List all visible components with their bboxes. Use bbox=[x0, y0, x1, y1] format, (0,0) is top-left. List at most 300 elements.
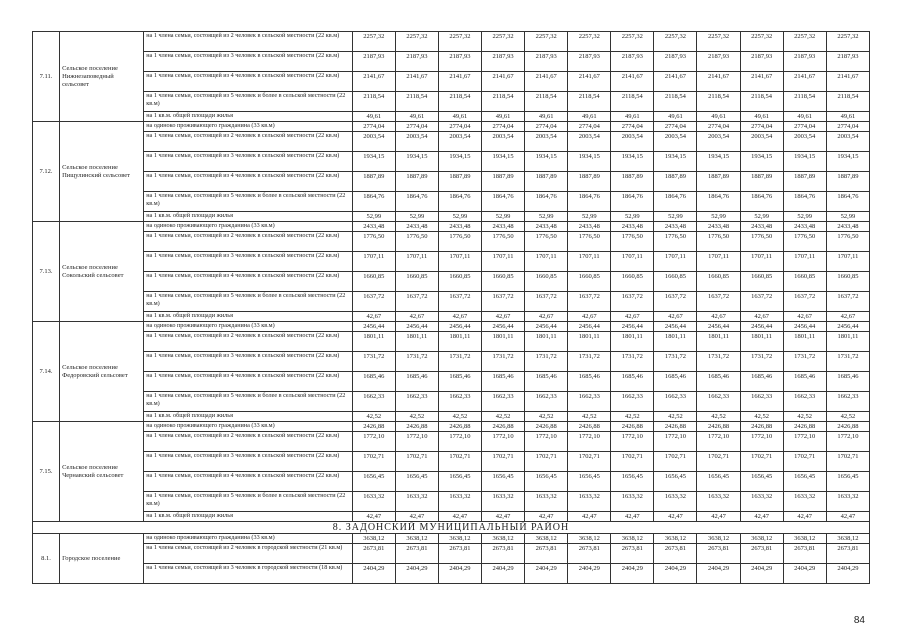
value-cell: 1656,45 bbox=[783, 472, 826, 492]
value-cell: 2257,32 bbox=[697, 32, 740, 52]
section-title: 8. ЗАДОНСКИЙ МУНИЦИПАЛЬНЫЙ РАЙОН bbox=[33, 522, 870, 534]
category-cell: на 1 члена семьи, состоящей из 2 человек в сельской местности (22 кв.м) bbox=[144, 332, 352, 352]
table-row bbox=[33, 512, 870, 522]
value-cell: 2257,32 bbox=[482, 32, 525, 52]
value-cell: 2003,54 bbox=[395, 132, 438, 152]
value-cell: 1864,76 bbox=[826, 192, 869, 212]
value-cell: 2426,88 bbox=[783, 422, 826, 432]
value-cell: 1685,46 bbox=[740, 372, 783, 392]
value-cell: 1864,76 bbox=[525, 192, 568, 212]
value-cell: 1685,46 bbox=[568, 372, 611, 392]
value-cell: 2426,88 bbox=[568, 422, 611, 432]
table-row bbox=[33, 452, 870, 472]
value-cell: 2426,88 bbox=[697, 422, 740, 432]
value-cell: 1662,33 bbox=[568, 392, 611, 412]
value-cell: 2456,44 bbox=[352, 322, 395, 332]
value-cell: 1637,72 bbox=[352, 292, 395, 312]
value-cell: 1685,46 bbox=[525, 372, 568, 392]
value-cell: 2404,29 bbox=[826, 564, 869, 584]
value-cell: 1772,10 bbox=[438, 432, 481, 452]
value-cell: 2774,04 bbox=[352, 122, 395, 132]
table-body bbox=[33, 32, 870, 584]
value-cell: 1801,11 bbox=[826, 332, 869, 352]
value-cell: 2141,67 bbox=[654, 72, 697, 92]
category-cell: на 1 члена семьи, состоящей из 3 человек в сельской местности (22 кв.м) bbox=[144, 252, 352, 272]
value-cell: 1801,11 bbox=[783, 332, 826, 352]
value-cell: 1707,11 bbox=[395, 252, 438, 272]
category-cell: на 1 члена семьи, состоящей из 3 человек в сельской местности (22 кв.м) bbox=[144, 52, 352, 72]
value-cell: 2404,29 bbox=[783, 564, 826, 584]
value-cell: 2673,81 bbox=[826, 544, 869, 564]
value-cell: 1887,89 bbox=[438, 172, 481, 192]
value-cell: 49,61 bbox=[611, 112, 654, 122]
table-row bbox=[33, 122, 870, 132]
value-cell: 1934,15 bbox=[352, 152, 395, 172]
value-cell: 2426,88 bbox=[654, 422, 697, 432]
value-cell: 52,99 bbox=[525, 212, 568, 222]
value-cell: 1731,72 bbox=[482, 352, 525, 372]
category-cell: на 1 члена семьи, состоящей из 2 человек в сельской местности (22 кв.м) bbox=[144, 132, 352, 152]
value-cell: 1864,76 bbox=[697, 192, 740, 212]
value-cell: 1864,76 bbox=[438, 192, 481, 212]
value-cell: 1656,45 bbox=[525, 472, 568, 492]
value-cell: 1934,15 bbox=[438, 152, 481, 172]
value-cell: 1656,45 bbox=[611, 472, 654, 492]
table-row bbox=[33, 472, 870, 492]
table-row bbox=[33, 332, 870, 352]
value-cell: 1656,45 bbox=[395, 472, 438, 492]
category-cell: на 1 кв.м. общей площади жилья bbox=[144, 512, 352, 522]
value-cell: 3638,12 bbox=[611, 534, 654, 544]
value-cell: 2187,93 bbox=[611, 52, 654, 72]
value-cell: 1772,10 bbox=[568, 432, 611, 452]
value-cell: 52,99 bbox=[482, 212, 525, 222]
value-cell: 42,67 bbox=[654, 312, 697, 322]
value-cell: 1731,72 bbox=[395, 352, 438, 372]
table-row bbox=[33, 172, 870, 192]
category-cell: на 1 члена семьи, состоящей из 5 человек и более в сельской местности (22 кв.м) bbox=[144, 92, 352, 112]
value-cell: 3638,12 bbox=[826, 534, 869, 544]
value-cell: 1702,71 bbox=[783, 452, 826, 472]
category-cell: на 1 члена семьи, состоящей из 4 человек в сельской местности (22 кв.м) bbox=[144, 472, 352, 492]
value-cell: 1887,89 bbox=[482, 172, 525, 192]
value-cell: 1864,76 bbox=[611, 192, 654, 212]
table-row bbox=[33, 92, 870, 112]
value-cell: 2433,48 bbox=[482, 222, 525, 232]
value-cell: 42,52 bbox=[525, 412, 568, 422]
table-row bbox=[33, 312, 870, 322]
table-row bbox=[33, 252, 870, 272]
value-cell: 1776,50 bbox=[654, 232, 697, 252]
value-cell: 2456,44 bbox=[826, 322, 869, 332]
value-cell: 1776,50 bbox=[611, 232, 654, 252]
category-cell: на 1 члена семьи, состоящей из 4 человек в сельской местности (22 кв.м) bbox=[144, 372, 352, 392]
category-cell: на 1 члена семьи, состоящей из 3 человек в сельской местности (22 кв.м) bbox=[144, 352, 352, 372]
value-cell: 1662,33 bbox=[438, 392, 481, 412]
value-cell: 2003,54 bbox=[438, 132, 481, 152]
value-cell: 1776,50 bbox=[826, 232, 869, 252]
value-cell: 2187,93 bbox=[352, 52, 395, 72]
value-cell: 1731,72 bbox=[697, 352, 740, 372]
value-cell: 1934,15 bbox=[525, 152, 568, 172]
value-cell: 42,52 bbox=[783, 412, 826, 422]
value-cell: 3638,12 bbox=[783, 534, 826, 544]
value-cell: 2433,48 bbox=[783, 222, 826, 232]
value-cell: 2187,93 bbox=[395, 52, 438, 72]
value-cell: 2456,44 bbox=[740, 322, 783, 332]
value-cell: 2433,48 bbox=[740, 222, 783, 232]
value-cell: 2118,54 bbox=[438, 92, 481, 112]
value-cell: 2404,29 bbox=[697, 564, 740, 584]
value-cell: 52,99 bbox=[395, 212, 438, 222]
value-cell: 1887,89 bbox=[654, 172, 697, 192]
value-cell: 49,61 bbox=[654, 112, 697, 122]
value-cell: 2118,54 bbox=[783, 92, 826, 112]
value-cell: 2141,67 bbox=[826, 72, 869, 92]
value-cell: 2141,67 bbox=[568, 72, 611, 92]
value-cell: 1801,11 bbox=[438, 332, 481, 352]
table-row bbox=[33, 212, 870, 222]
value-cell: 1660,85 bbox=[395, 272, 438, 292]
value-cell: 2673,81 bbox=[395, 544, 438, 564]
table-row bbox=[33, 192, 870, 212]
value-cell: 1776,50 bbox=[740, 232, 783, 252]
value-cell: 1702,71 bbox=[352, 452, 395, 472]
value-cell: 2257,32 bbox=[740, 32, 783, 52]
value-cell: 1776,50 bbox=[395, 232, 438, 252]
value-cell: 1637,72 bbox=[654, 292, 697, 312]
value-cell: 2433,48 bbox=[438, 222, 481, 232]
category-cell: на 1 кв.м. общей площади жилья bbox=[144, 312, 352, 322]
value-cell: 1887,89 bbox=[740, 172, 783, 192]
value-cell: 1934,15 bbox=[783, 152, 826, 172]
value-cell: 42,52 bbox=[568, 412, 611, 422]
value-cell: 1685,46 bbox=[352, 372, 395, 392]
value-cell: 42,52 bbox=[697, 412, 740, 422]
value-cell: 1633,32 bbox=[783, 492, 826, 512]
value-cell: 1656,45 bbox=[352, 472, 395, 492]
value-cell: 1656,45 bbox=[740, 472, 783, 492]
value-cell: 1707,11 bbox=[654, 252, 697, 272]
value-cell: 1887,89 bbox=[611, 172, 654, 192]
category-cell: на 1 члена семьи, состоящей из 3 человек в городской местности (18 кв.м) bbox=[144, 564, 352, 584]
value-cell: 1801,11 bbox=[395, 332, 438, 352]
value-cell: 2187,93 bbox=[826, 52, 869, 72]
value-cell: 2426,88 bbox=[438, 422, 481, 432]
value-cell: 2118,54 bbox=[352, 92, 395, 112]
value-cell: 1637,72 bbox=[438, 292, 481, 312]
value-cell: 1685,46 bbox=[654, 372, 697, 392]
value-cell: 1685,46 bbox=[482, 372, 525, 392]
value-cell: 1633,32 bbox=[654, 492, 697, 512]
value-cell: 2456,44 bbox=[482, 322, 525, 332]
table-row bbox=[33, 272, 870, 292]
value-cell: 1801,11 bbox=[352, 332, 395, 352]
value-cell: 1801,11 bbox=[482, 332, 525, 352]
table-row bbox=[33, 322, 870, 332]
value-cell: 1772,10 bbox=[482, 432, 525, 452]
value-cell: 1887,89 bbox=[525, 172, 568, 192]
category-cell: на 1 кв.м. общей площади жилья bbox=[144, 212, 352, 222]
value-cell: 3638,12 bbox=[568, 534, 611, 544]
value-cell: 1702,71 bbox=[525, 452, 568, 472]
value-cell: 42,47 bbox=[438, 512, 481, 522]
value-cell: 1731,72 bbox=[611, 352, 654, 372]
section-header-row bbox=[33, 522, 870, 534]
value-cell: 1702,71 bbox=[697, 452, 740, 472]
value-cell: 2774,04 bbox=[568, 122, 611, 132]
category-cell: на 1 члена семьи, состоящей из 3 человек в сельской местности (22 кв.м) bbox=[144, 152, 352, 172]
value-cell: 2118,54 bbox=[395, 92, 438, 112]
value-cell: 2456,44 bbox=[783, 322, 826, 332]
value-cell: 49,61 bbox=[525, 112, 568, 122]
value-cell: 2257,32 bbox=[395, 32, 438, 52]
value-cell: 1776,50 bbox=[783, 232, 826, 252]
table-row bbox=[33, 52, 870, 72]
category-cell: на одиноко проживающего гражданина (33 кв.м) bbox=[144, 222, 352, 232]
value-cell: 42,67 bbox=[525, 312, 568, 322]
value-cell: 1731,72 bbox=[826, 352, 869, 372]
table-row bbox=[33, 232, 870, 252]
value-cell: 42,47 bbox=[783, 512, 826, 522]
category-cell: на одиноко проживающего гражданина (33 кв.м) bbox=[144, 122, 352, 132]
category-cell: на 1 члена семьи, состоящей из 2 человек в сельской местности (22 кв.м) bbox=[144, 232, 352, 252]
table-row bbox=[33, 112, 870, 122]
table-row bbox=[33, 152, 870, 172]
value-cell: 1772,10 bbox=[525, 432, 568, 452]
value-cell: 2433,48 bbox=[611, 222, 654, 232]
value-cell: 3638,12 bbox=[654, 534, 697, 544]
value-cell: 1702,71 bbox=[395, 452, 438, 472]
value-cell: 1660,85 bbox=[697, 272, 740, 292]
value-cell: 1656,45 bbox=[438, 472, 481, 492]
value-cell: 1660,85 bbox=[783, 272, 826, 292]
value-cell: 2426,88 bbox=[740, 422, 783, 432]
value-cell: 2433,48 bbox=[352, 222, 395, 232]
value-cell: 52,99 bbox=[740, 212, 783, 222]
value-cell: 52,99 bbox=[826, 212, 869, 222]
row-number: 7.12. bbox=[33, 122, 60, 222]
value-cell: 2404,29 bbox=[482, 564, 525, 584]
value-cell: 1660,85 bbox=[525, 272, 568, 292]
value-cell: 1637,72 bbox=[611, 292, 654, 312]
value-cell: 1660,85 bbox=[482, 272, 525, 292]
value-cell: 1707,11 bbox=[352, 252, 395, 272]
value-cell: 1707,11 bbox=[783, 252, 826, 272]
value-cell: 1633,32 bbox=[352, 492, 395, 512]
value-cell: 3638,12 bbox=[482, 534, 525, 544]
value-cell: 2404,29 bbox=[611, 564, 654, 584]
value-cell: 1637,72 bbox=[568, 292, 611, 312]
value-cell: 1633,32 bbox=[438, 492, 481, 512]
value-cell: 2003,54 bbox=[654, 132, 697, 152]
value-cell: 1801,11 bbox=[740, 332, 783, 352]
value-cell: 42,47 bbox=[740, 512, 783, 522]
value-cell: 2426,88 bbox=[525, 422, 568, 432]
value-cell: 2456,44 bbox=[611, 322, 654, 332]
value-cell: 42,47 bbox=[568, 512, 611, 522]
value-cell: 52,99 bbox=[654, 212, 697, 222]
value-cell: 1887,89 bbox=[826, 172, 869, 192]
value-cell: 1702,71 bbox=[438, 452, 481, 472]
value-cell: 1637,72 bbox=[482, 292, 525, 312]
settlement-name: Сельское поселение Нижнезаповедный сельсовет bbox=[60, 32, 144, 122]
value-cell: 2257,32 bbox=[826, 32, 869, 52]
value-cell: 1685,46 bbox=[438, 372, 481, 392]
value-cell: 1637,72 bbox=[740, 292, 783, 312]
value-cell: 1633,32 bbox=[568, 492, 611, 512]
value-cell: 1887,89 bbox=[783, 172, 826, 192]
table-row bbox=[33, 422, 870, 432]
value-cell: 1662,33 bbox=[611, 392, 654, 412]
value-cell: 2433,48 bbox=[654, 222, 697, 232]
value-cell: 1662,33 bbox=[525, 392, 568, 412]
value-cell: 2187,93 bbox=[525, 52, 568, 72]
value-cell: 42,52 bbox=[611, 412, 654, 422]
value-cell: 1633,32 bbox=[740, 492, 783, 512]
value-cell: 2404,29 bbox=[352, 564, 395, 584]
value-cell: 1864,76 bbox=[783, 192, 826, 212]
value-cell: 1660,85 bbox=[826, 272, 869, 292]
value-cell: 2673,81 bbox=[611, 544, 654, 564]
value-cell: 42,52 bbox=[438, 412, 481, 422]
settlement-name: Сельское поселение Чернавский сельсовет bbox=[60, 422, 144, 522]
value-cell: 52,99 bbox=[568, 212, 611, 222]
value-cell: 1864,76 bbox=[482, 192, 525, 212]
value-cell: 2673,81 bbox=[697, 544, 740, 564]
value-cell: 2426,88 bbox=[611, 422, 654, 432]
category-cell: на 1 члена семьи, состоящей из 2 человек в городской местности (21 кв.м) bbox=[144, 544, 352, 564]
value-cell: 1660,85 bbox=[740, 272, 783, 292]
category-cell: на 1 члена семьи, состоящей из 5 человек и более в сельской местности (22 кв.м) bbox=[144, 292, 352, 312]
value-cell: 1731,72 bbox=[525, 352, 568, 372]
value-cell: 2187,93 bbox=[482, 52, 525, 72]
value-cell: 2774,04 bbox=[697, 122, 740, 132]
value-cell: 3638,12 bbox=[525, 534, 568, 544]
value-cell: 1934,15 bbox=[654, 152, 697, 172]
value-cell: 1633,32 bbox=[611, 492, 654, 512]
value-cell: 49,61 bbox=[826, 112, 869, 122]
value-cell: 42,52 bbox=[395, 412, 438, 422]
value-cell: 1887,89 bbox=[395, 172, 438, 192]
value-cell: 2673,81 bbox=[783, 544, 826, 564]
value-cell: 42,67 bbox=[826, 312, 869, 322]
value-cell: 42,52 bbox=[352, 412, 395, 422]
value-cell: 1776,50 bbox=[352, 232, 395, 252]
value-cell: 1662,33 bbox=[395, 392, 438, 412]
value-cell: 1801,11 bbox=[611, 332, 654, 352]
value-cell: 1776,50 bbox=[568, 232, 611, 252]
value-cell: 1731,72 bbox=[654, 352, 697, 372]
category-cell: на 1 члена семьи, состоящей из 4 человек в сельской местности (22 кв.м) bbox=[144, 272, 352, 292]
value-cell: 1707,11 bbox=[438, 252, 481, 272]
value-cell: 42,67 bbox=[611, 312, 654, 322]
value-cell: 1934,15 bbox=[740, 152, 783, 172]
value-cell: 52,99 bbox=[352, 212, 395, 222]
table-row bbox=[33, 372, 870, 392]
value-cell: 52,99 bbox=[438, 212, 481, 222]
value-cell: 2774,04 bbox=[482, 122, 525, 132]
value-cell: 1707,11 bbox=[611, 252, 654, 272]
value-cell: 1633,32 bbox=[697, 492, 740, 512]
value-cell: 2257,32 bbox=[783, 32, 826, 52]
value-cell: 2456,44 bbox=[697, 322, 740, 332]
value-cell: 2774,04 bbox=[525, 122, 568, 132]
value-cell: 42,67 bbox=[740, 312, 783, 322]
value-cell: 1864,76 bbox=[352, 192, 395, 212]
value-cell: 2257,32 bbox=[525, 32, 568, 52]
value-cell: 1934,15 bbox=[611, 152, 654, 172]
value-cell: 1702,71 bbox=[568, 452, 611, 472]
value-cell: 49,61 bbox=[568, 112, 611, 122]
value-cell: 1660,85 bbox=[611, 272, 654, 292]
value-cell: 3638,12 bbox=[740, 534, 783, 544]
table-row bbox=[33, 432, 870, 452]
value-cell: 49,61 bbox=[697, 112, 740, 122]
value-cell: 2774,04 bbox=[438, 122, 481, 132]
value-cell: 2774,04 bbox=[826, 122, 869, 132]
value-cell: 1772,10 bbox=[395, 432, 438, 452]
value-cell: 1633,32 bbox=[826, 492, 869, 512]
value-cell: 1776,50 bbox=[697, 232, 740, 252]
table-row bbox=[33, 544, 870, 564]
value-cell: 1656,45 bbox=[826, 472, 869, 492]
value-cell: 2257,32 bbox=[438, 32, 481, 52]
table-row bbox=[33, 292, 870, 312]
category-cell: на 1 члена семьи, состоящей из 2 человек в сельской местности (22 кв.м) bbox=[144, 432, 352, 452]
value-cell: 1864,76 bbox=[654, 192, 697, 212]
value-cell: 1772,10 bbox=[826, 432, 869, 452]
category-cell: на 1 кв.м. общей площади жилья bbox=[144, 112, 352, 122]
value-cell: 2774,04 bbox=[740, 122, 783, 132]
value-cell: 49,61 bbox=[352, 112, 395, 122]
value-cell: 1707,11 bbox=[826, 252, 869, 272]
value-cell: 2118,54 bbox=[826, 92, 869, 112]
value-cell: 2404,29 bbox=[740, 564, 783, 584]
category-cell: на 1 члена семьи, состоящей из 5 человек и более в сельской местности (22 кв.м) bbox=[144, 392, 352, 412]
value-cell: 42,52 bbox=[482, 412, 525, 422]
value-cell: 1772,10 bbox=[654, 432, 697, 452]
value-cell: 2141,67 bbox=[525, 72, 568, 92]
value-cell: 1660,85 bbox=[568, 272, 611, 292]
value-cell: 42,67 bbox=[568, 312, 611, 322]
value-cell: 2774,04 bbox=[395, 122, 438, 132]
value-cell: 2141,67 bbox=[740, 72, 783, 92]
value-cell: 1772,10 bbox=[697, 432, 740, 452]
settlement-name: Сельское поселение Федоровский сельсовет bbox=[60, 322, 144, 422]
value-cell: 2404,29 bbox=[395, 564, 438, 584]
value-cell: 2003,54 bbox=[611, 132, 654, 152]
table-row bbox=[33, 392, 870, 412]
value-cell: 1633,32 bbox=[395, 492, 438, 512]
value-cell: 2433,48 bbox=[826, 222, 869, 232]
value-cell: 1685,46 bbox=[826, 372, 869, 392]
value-cell: 1934,15 bbox=[568, 152, 611, 172]
value-cell: 2257,32 bbox=[611, 32, 654, 52]
value-cell: 2118,54 bbox=[654, 92, 697, 112]
value-cell: 2118,54 bbox=[525, 92, 568, 112]
row-number: 8.1. bbox=[33, 534, 60, 584]
value-cell: 1934,15 bbox=[395, 152, 438, 172]
value-cell: 2003,54 bbox=[826, 132, 869, 152]
value-cell: 42,47 bbox=[697, 512, 740, 522]
value-cell: 2003,54 bbox=[482, 132, 525, 152]
value-cell: 1731,72 bbox=[783, 352, 826, 372]
value-cell: 49,61 bbox=[395, 112, 438, 122]
category-cell: на 1 члена семьи, состоящей из 4 человек в сельской местности (22 кв.м) bbox=[144, 172, 352, 192]
value-cell: 1731,72 bbox=[568, 352, 611, 372]
value-cell: 1801,11 bbox=[568, 332, 611, 352]
